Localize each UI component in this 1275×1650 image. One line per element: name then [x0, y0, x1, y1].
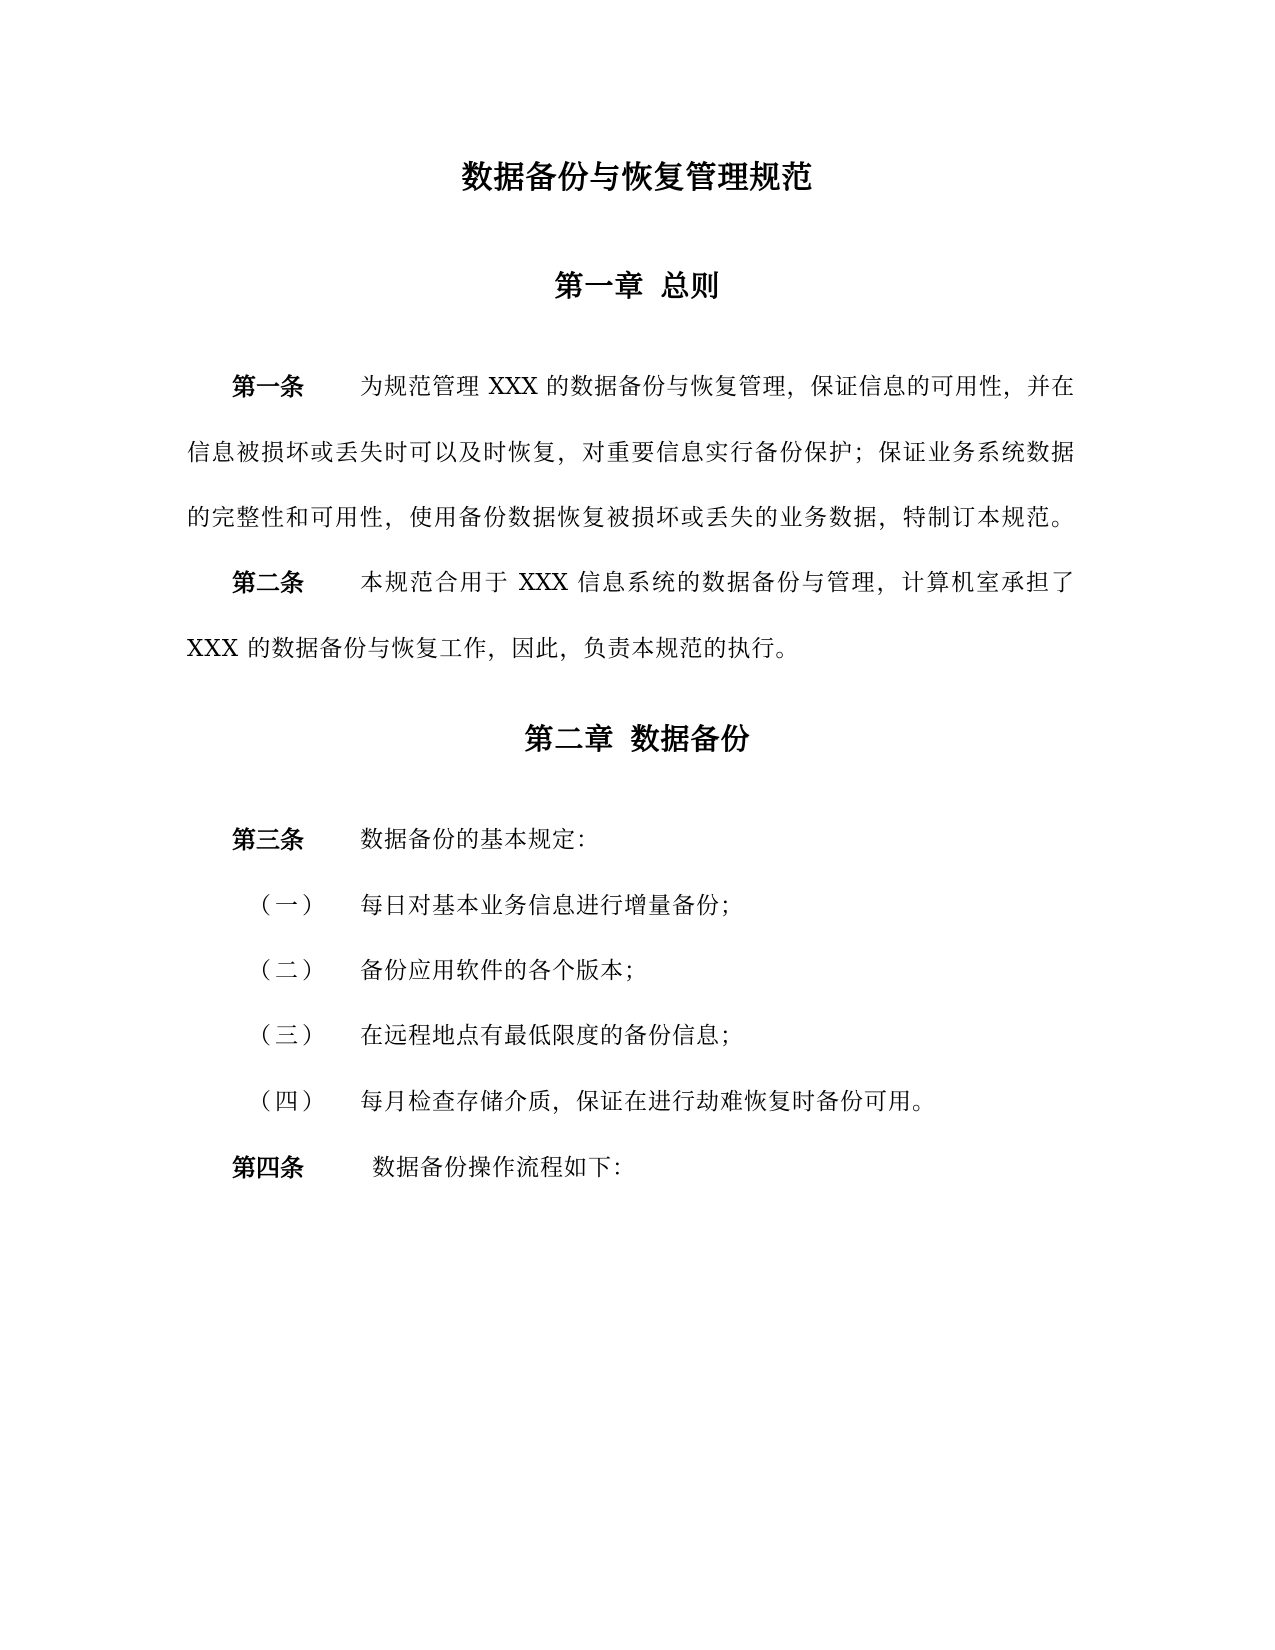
article-3-text: 数据备份的基本规定：	[360, 827, 600, 853]
list-item-marker: （二）	[248, 958, 329, 984]
article-4-text: 数据备份操作流程如下：	[372, 1155, 636, 1181]
list-item-text: 备份应用软件的各个版本；	[360, 958, 648, 984]
list-item-text: 每日对基本业务信息进行增量备份；	[360, 893, 744, 919]
chapter-number: 第一章	[554, 269, 645, 303]
article-label-3: 第三条	[232, 825, 304, 854]
list-item-marker: （一）	[248, 893, 329, 919]
article-1-line-2: 信息被损坏或丢失时可以及时恢复，对重要信息实行备份保护；保证业务系统数据	[187, 440, 1074, 466]
article-label-4: 第四条	[232, 1153, 304, 1182]
chapter-heading-2	[0, 720, 1275, 758]
article-label-1: 第一条	[232, 372, 304, 401]
list-item-text: 在远程地点有最低限度的备份信息；	[360, 1023, 744, 1049]
chapter-number: 第二章	[524, 722, 615, 756]
article-1-line-3: 的完整性和可用性，使用备份数据恢复被损坏或丢失的业务数据，特制订本规范。	[187, 505, 1074, 531]
article-label-2: 第二条	[232, 568, 304, 597]
list-item-marker: （四）	[248, 1089, 329, 1115]
article-1-line-1: 为规范管理 XXX 的数据备份与恢复管理，保证信息的可用性，并在	[360, 374, 1074, 400]
chapter-name: 总则	[660, 269, 721, 303]
list-item-marker: （三）	[248, 1023, 329, 1049]
list-item-text: 每月检查存储介质，保证在进行劫难恢复时备份可用。	[360, 1089, 936, 1115]
article-2-line-1: 本规范合用于 XXX 信息系统的数据备份与管理，计算机室承担了	[360, 570, 1074, 596]
chapter-name: 数据备份	[630, 722, 751, 756]
article-2-line-2: XXX 的数据备份与恢复工作，因此，负责本规范的执行。	[187, 636, 800, 662]
chapter-heading-1	[0, 267, 1275, 305]
document-title: 数据备份与恢复管理规范	[461, 160, 814, 196]
